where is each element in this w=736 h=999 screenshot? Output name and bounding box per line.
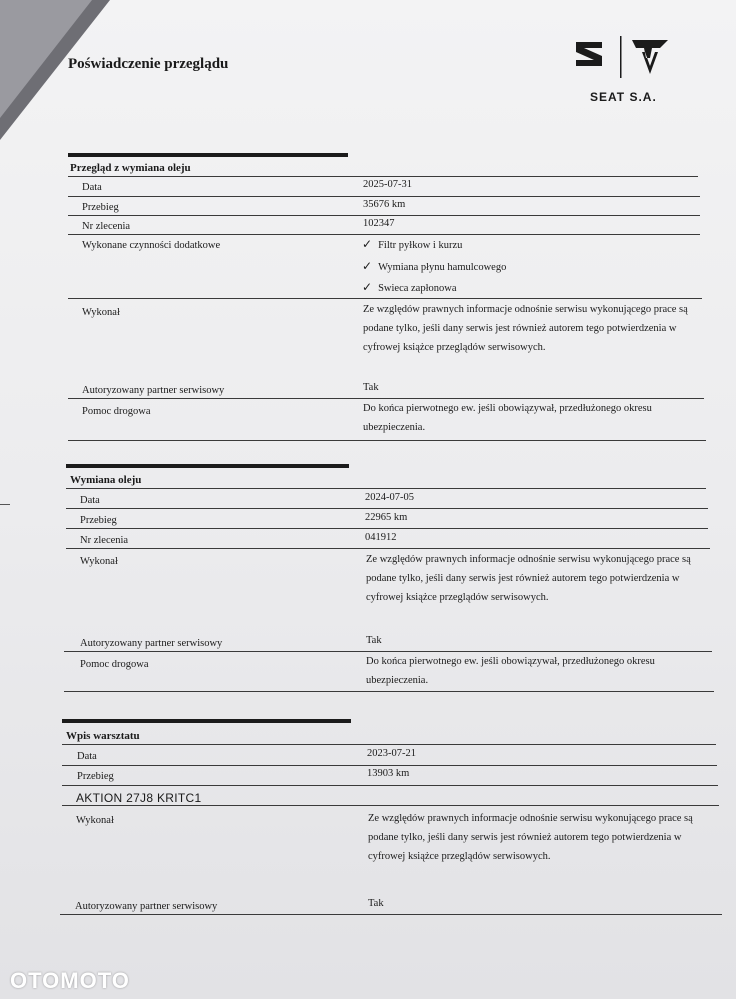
row-divider bbox=[68, 234, 700, 235]
section-bar bbox=[68, 153, 348, 157]
row-divider bbox=[62, 744, 716, 745]
done-by-label: Wykonał bbox=[76, 815, 114, 826]
date-label: Data bbox=[82, 182, 102, 193]
done-by-text: Ze względów prawnych informacje odnośnie serwisu wykonującego prace są podane tylko, jeśli dany serwis jest również autorem tego potwierdzenia w cyfrowej książce przeglądów serwisowych. bbox=[368, 813, 693, 862]
row-divider bbox=[62, 805, 719, 806]
partner-label: Autoryzowany partner serwisowy bbox=[80, 638, 223, 649]
assistance-label: Pomoc drogowa bbox=[82, 406, 151, 417]
mileage-value: 22965 km bbox=[365, 512, 408, 523]
order-label: Nr zlecenia bbox=[80, 535, 129, 546]
section-title: Wpis warsztatu bbox=[66, 730, 140, 742]
partner-value: Tak bbox=[363, 382, 379, 393]
done-by-label: Wykonał bbox=[80, 556, 118, 567]
row-divider bbox=[64, 691, 714, 692]
partner-label: Autoryzowany partner serwisowy bbox=[75, 901, 218, 912]
date-value: 2023-07-21 bbox=[367, 748, 416, 759]
row-divider bbox=[66, 548, 710, 549]
row-divider bbox=[68, 176, 698, 177]
extra-item: ✓ Wymiana płynu hamulcowego bbox=[362, 259, 507, 273]
row-divider bbox=[62, 785, 718, 786]
brand-name: SEAT S.A. bbox=[590, 90, 657, 104]
assistance-text: Do końca pierwotnego ew. jeśli obowiązywał, przedłużonego okresu ubezpieczenia. bbox=[363, 403, 652, 433]
done-by-text: Ze względów prawnych informacje odnośnie serwisu wykonującego prace są podane tylko, jeśli dany serwis jest również autorem tego potwierdzenia w cyfrowej książce przeglądów serwisowych. bbox=[363, 304, 688, 353]
row-divider bbox=[66, 488, 706, 489]
partner-label: Autoryzowany partner serwisowy bbox=[82, 385, 225, 396]
section-bar bbox=[66, 464, 349, 468]
date-value: 2025-07-31 bbox=[363, 179, 412, 190]
order-label: Nr zlecenia bbox=[82, 221, 131, 232]
row-divider bbox=[62, 765, 717, 766]
section-title: Wymiana oleju bbox=[70, 474, 142, 486]
section-title: Przegląd z wymiana oleju bbox=[70, 162, 191, 174]
otomoto-watermark: OTOMOTO bbox=[10, 968, 130, 993]
row-divider bbox=[60, 914, 722, 915]
order-value: 041912 bbox=[365, 532, 397, 543]
assistance-label: Pomoc drogowa bbox=[80, 659, 149, 670]
checkmark-icon: ✓ bbox=[362, 259, 373, 273]
mileage-value: 35676 km bbox=[363, 199, 406, 210]
seat-cupra-logo-icon bbox=[572, 36, 672, 80]
date-label: Data bbox=[80, 495, 100, 506]
document-title: Poświadczenie przeglądu bbox=[68, 56, 229, 72]
checkmark-icon: ✓ bbox=[362, 280, 373, 294]
extras-label: Wykonane czynności dodatkowe bbox=[82, 240, 221, 251]
done-by-label: Wykonał bbox=[82, 307, 120, 318]
date-value: 2024-07-05 bbox=[365, 492, 414, 503]
workshop-stamp: AKTION 27J8 KRITC1 bbox=[76, 791, 202, 805]
checkmark-icon: ✓ bbox=[362, 237, 373, 251]
partner-value: Tak bbox=[366, 635, 382, 646]
row-divider bbox=[68, 440, 706, 441]
row-divider bbox=[68, 215, 700, 216]
mileage-value: 13903 km bbox=[367, 768, 410, 779]
partner-value: Tak bbox=[368, 898, 384, 909]
mileage-label: Przebieg bbox=[77, 771, 114, 782]
order-value: 102347 bbox=[363, 218, 395, 229]
done-by-text: Ze względów prawnych informacje odnośnie serwisu wykonującego prace są podane tylko, jeśli dany serwis jest również autorem tego potwierdzenia w cyfrowej książce przeglądów serwisowych. bbox=[366, 554, 691, 603]
extra-item: ✓ Filtr pyłkow i kurzu bbox=[362, 237, 463, 251]
assistance-text: Do końca pierwotnego ew. jeśli obowiązywał, przedłużonego okresu ubezpieczenia. bbox=[366, 656, 655, 686]
mileage-label: Przebieg bbox=[80, 515, 117, 526]
row-divider bbox=[68, 196, 700, 197]
margin-tick bbox=[0, 504, 10, 505]
row-divider bbox=[66, 528, 708, 529]
extra-item: ✓ Swieca zapłonowa bbox=[362, 280, 457, 294]
row-divider bbox=[66, 508, 708, 509]
mileage-label: Przebieg bbox=[82, 202, 119, 213]
date-label: Data bbox=[77, 751, 97, 762]
row-divider bbox=[68, 298, 702, 299]
section-bar bbox=[62, 719, 351, 723]
